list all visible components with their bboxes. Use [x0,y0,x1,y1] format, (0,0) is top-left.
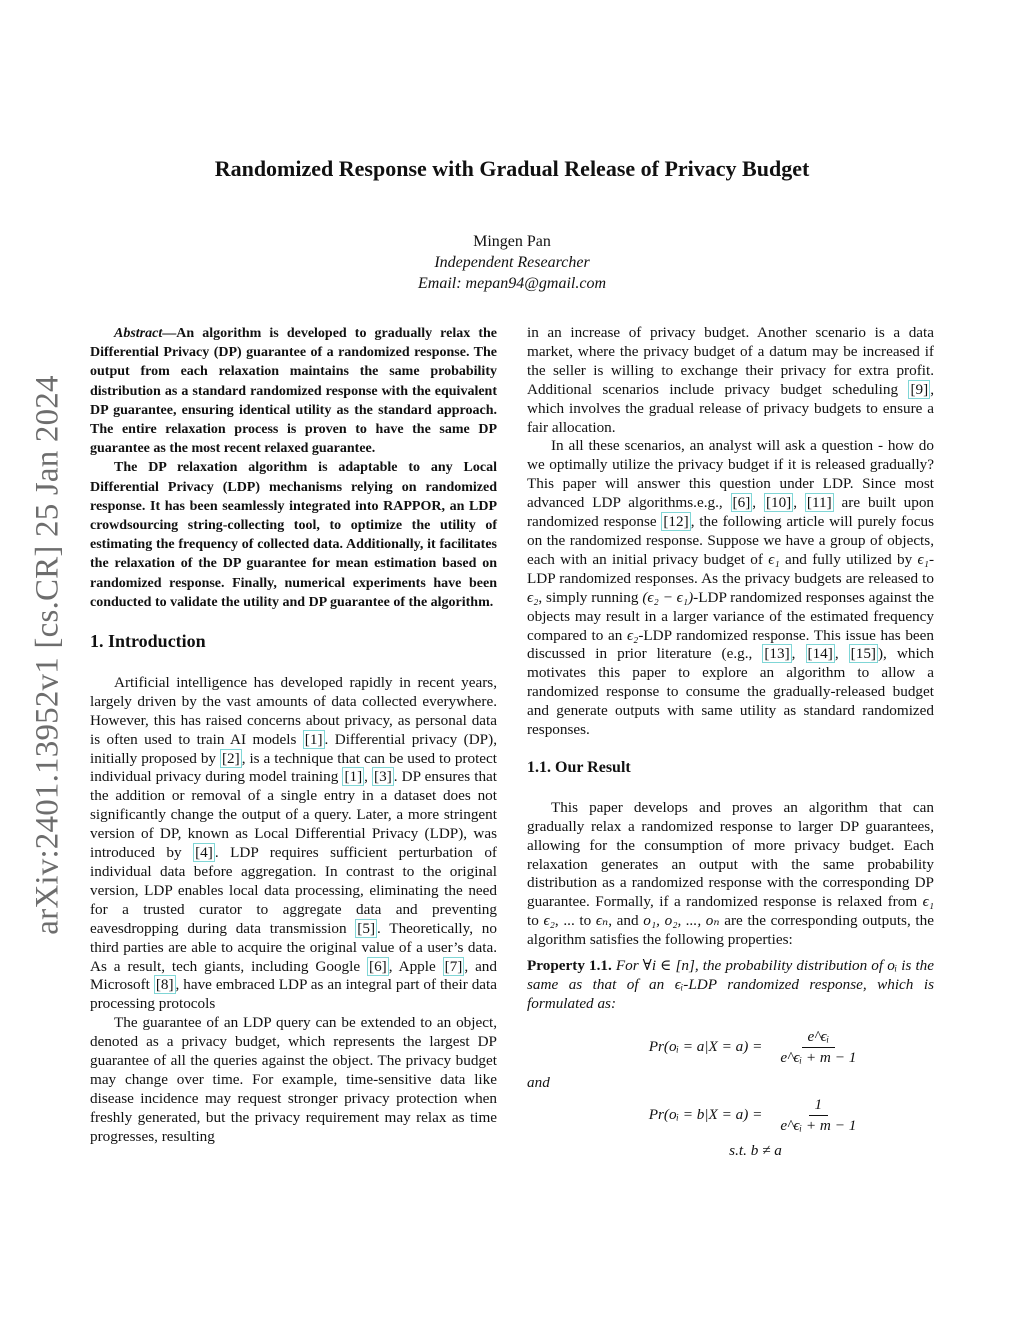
citation-link[interactable]: [6] [369,957,387,975]
equation-2-lhs: Pr(oᵢ = b|X = a) = [648,1105,763,1123]
author-email: Email: mepan94@gmail.com [417,275,607,292]
author-block [0,231,1024,294]
equation-2-fraction [774,1095,862,1136]
paper-title: Randomized Response with Gradual Release of Privacy Budget [214,156,810,181]
equation-1-lhs: Pr(oᵢ = a|X = a) = [648,1037,763,1055]
equation-2-constraint: s.t. b ≠ a [729,1141,782,1159]
equation-2-denominator: e^ϵᵢ + m − 1 [780,1116,857,1134]
section-heading-introduction: 1. Introduction [90,631,206,652]
citation-link[interactable]: [14] [807,645,833,663]
math-symbol: (ϵ₂ − ϵ₁) [642,588,694,606]
math-symbol: ϵ₂ [527,588,539,606]
property-label: Property 1.1. [527,957,612,975]
equation-1-numerator: e^ϵᵢ [802,1027,836,1048]
intro-paragraph-1: Artificial intelligence has developed rapidly in recent years, largely driven by the vast amounts of data collected everywhere. However, this has raised concerns about privacy, as personal data is often used to train AI models [1] . Differential privacy (DP), initially proposed by [2] , is a technique that can be used to protect individual privacy during model training [1] , [3] . DP ensures that the addition or removal of a single entry in a dataset does not significantly change the output of a query. Later, a more stringent version of DP, known as Local Differential Privacy (LDP), was introduced by [4] . LDP requires sufficient perturbation of individual data before aggregation. In contrast to the original version, LDP enables local data processing, eliminating the need for a trusted curator to aggregate data and preventing eavesdropping during data transmission [5] . Theoretically, no third parties are able to acquire the original value of a user’s data. As a result, tech giants, including Google [6] , Apple [7] , and Microsoft [8] , have embraced LDP as an integral part of their data processing protocols [90,673,498,1013]
right-column [527,324,934,1161]
math-symbol: o₁, o₂, ..., oₙ [643,912,720,930]
citation-link[interactable]: [15] [850,645,876,663]
abstract-paragraph-2: The DP relaxation algorithm is adaptable to any Local Differential Privacy (LDP) mechanisms relying on randomized response. It has been seamlessly integrated into RAPPOR, an LDP crowdsourcing string-collecting tool, to optimize the utility of estimating the frequency of collected data. Additionally, it facilitates the relaxation of the DP guarantee for mean estimation based on randomized response. Finally, numerical experiments have been conducted to validate the utility and DP guarantee of the algorithm. [90,460,497,610]
arxiv-sidebar-stamp [30,375,66,935]
result-paragraph-1: This paper develops and proves an algorithm that can gradually relax a randomized response to larger DP guarantees, allowing for the consumption of more privacy budget. Each relaxation generates an output with the same probability distribution as a randomized response with the corresponding DP guarantee. Formally, if a randomized response is relaxed from ϵ₁ to ϵ₂, ... to ϵₙ, and o₁, o₂, ..., oₙ are the corresponding outputs, the algorithm satisfies the following properties: [527,798,934,949]
citation-link[interactable]: [6] [732,494,751,512]
citation-link[interactable]: [1] [344,768,363,786]
intro-paragraph-2: The guarantee of an LDP query can be extended to an object, denoted as a privacy budget, which represents the largest DP guarantee of all the queries against the object. The privacy budget may change over time. For example, time-sensitive data like disease incidence may request stronger privacy protection when freshly generated, but the privacy requirement may relax as time progresses, resulting [90,1014,497,1145]
citation-link[interactable]: [2] [221,749,240,767]
citation-link[interactable]: [10] [765,494,792,512]
citation-link[interactable]: [1] [304,730,323,748]
arxiv-id: arXiv:2401.13952v1 [cs.CR] 25 Jan 2024 [29,375,66,935]
equation-1-fraction [774,1027,862,1068]
section-heading-our-result: 1.1. Our Result [527,758,631,776]
citation-link[interactable]: [9] [910,380,929,398]
abstract-paragraph-1: Abstract—An algorithm is developed to gradually relax the Differential Privacy (DP) guarantee of a randomized response. The output from each relaxation maintains the same probability distribution as a standard randomized response with the equivalent DP guarantee, ensuring identical utility as the standard approach. The entire relaxation process is proven to have the same DP guarantee as the most recent relaxed guarantee. [90,326,497,457]
math-symbol: ϵ₂ [626,626,639,644]
equation-1-denominator: e^ϵᵢ + m − 1 [780,1048,857,1066]
citation-link[interactable]: [13] [764,645,790,663]
equation-1 [577,1027,934,1068]
equation-2-numerator: 1 [809,1095,829,1116]
math-symbol: ϵ₂ [543,912,555,930]
citation-link[interactable]: [4] [195,844,213,862]
equation-2 [577,1095,934,1136]
intro-paragraph-3: In all these scenarios, an analyst will ask a question - how do we optimally utilize the privacy budget if it is released gradually? This paper will answer this question under LDP. Since most advanced LDP algorithms.e.g., [6] , [10] , [11] are built upon randomized response [12] , the following article will purely focus on the randomized response. Suppose we have a group of objects, each with an initial privacy budget of ϵ₁ and fully utilized by ϵ₁-LDP randomized responses. As the privacy budgets are released to ϵ₂, simply running (ϵ₂ − ϵ₁)-LDP randomized responses against the objects may result in a larger variance of the estimated frequency compared to an ϵ₂-LDP randomized response. This issue has been discussed in prior literature (e.g., [13] , [14] , [15] ), which motivates this paper to explore an algorithm to allow a randomized response to consume the gradually-released budget and generate outputs with same utility as standard randomized responses. [527,437,935,739]
intro-paragraph-2-continued: in an increase of privacy budget. Another scenario is a data market, where the privacy budget of a datum may be increased if the seller is willing to exchange their privacy for extra profit. Additional scenarios include privacy budget scheduling [9] , which involves the gradual release of privacy budgets to ensure a fair allocation. [527,324,934,436]
math-symbol: ϵₙ [595,912,609,930]
left-column [90,324,497,1147]
math-symbol: ϵ₁ [768,550,780,568]
citation-link[interactable]: [5] [357,919,376,937]
abstract-label: Abstract [114,326,163,341]
citation-link[interactable]: [8] [155,976,174,994]
citation-link[interactable]: [3] [374,768,392,786]
property-statement: Property 1.1. For ∀i ∈ [n], the probability distribution of oᵢ is the same as that of an ϵᵢ-LDP randomized response, which is formulated as: [527,957,935,1012]
math-symbol: ϵ₁ [922,893,934,911]
math-symbol: ϵ₁ [917,550,929,568]
author-affiliation: Independent Researcher [434,254,590,271]
citation-link[interactable]: [7] [444,957,463,975]
and-connector: and [527,1073,550,1091]
citation-link[interactable]: [12] [663,513,689,531]
citation-link[interactable]: [11] [806,494,832,512]
author-name: Mingen Pan [473,233,551,250]
